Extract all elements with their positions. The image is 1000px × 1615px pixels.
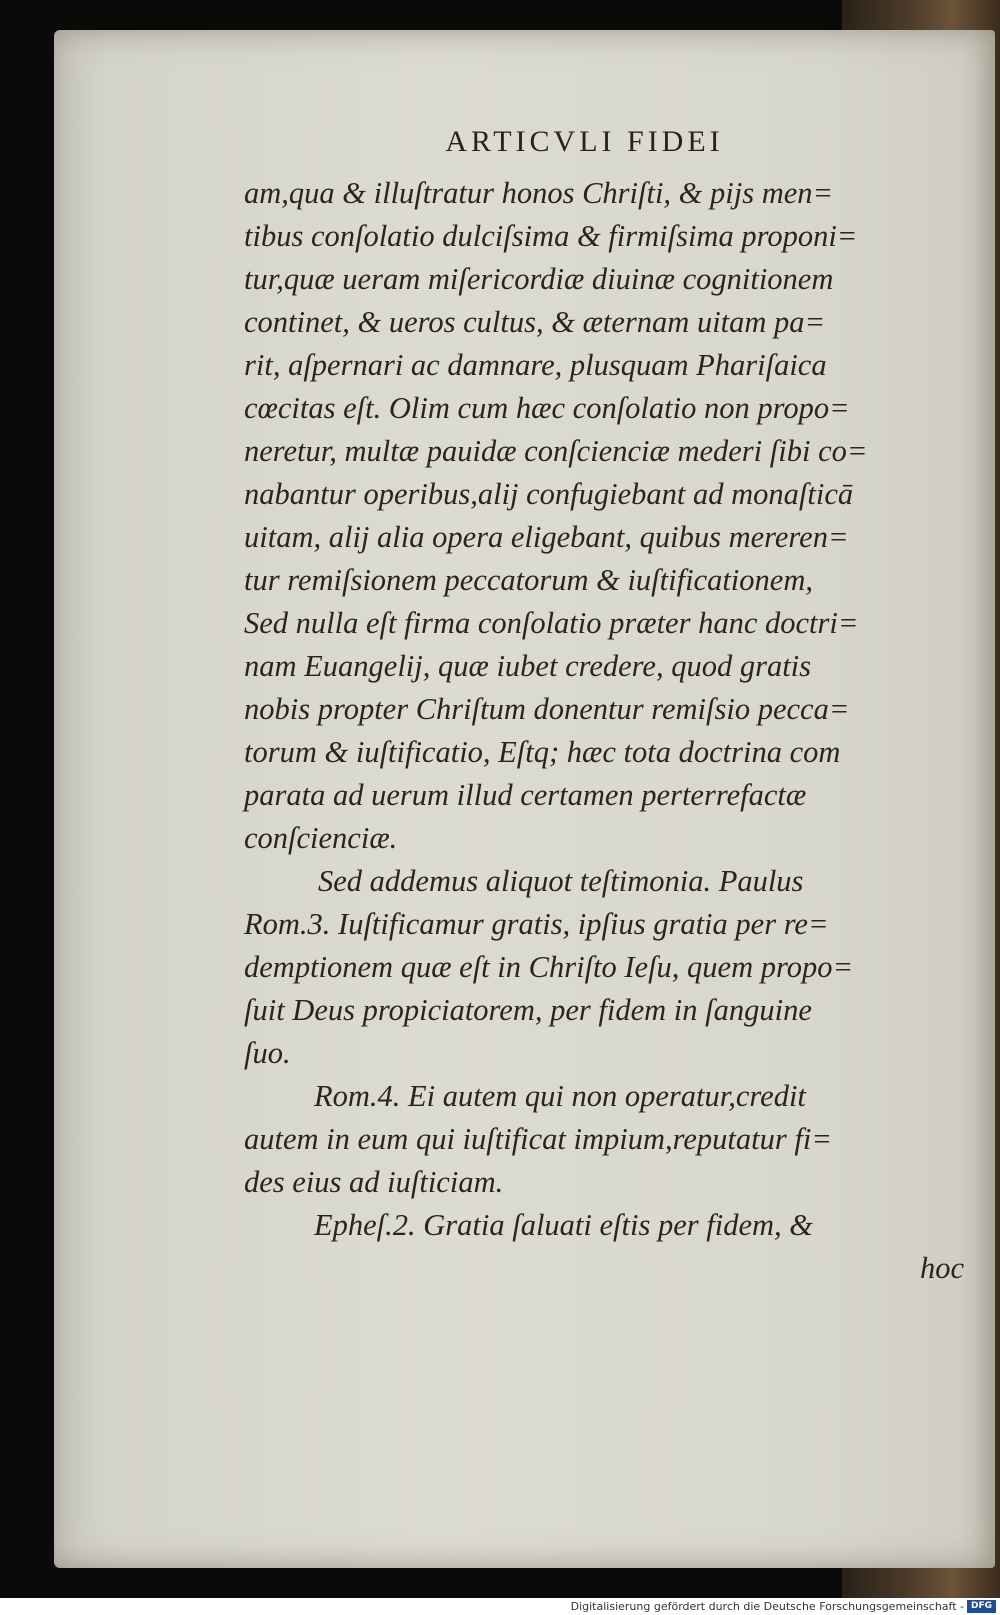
text-line: demptionem quæ eſt in Chriſto Ieſu, quem propo= — [244, 950, 854, 984]
text-line: rit, aſpernari ac damnare, plusquam Phariſaica — [244, 348, 827, 382]
text-line: tur remiſsionem peccatorum & iuſtificationem, — [244, 563, 813, 597]
text-line: ſuo. — [244, 1036, 291, 1070]
digitization-footer — [0, 1598, 1000, 1615]
text-line: nabantur operibus,alij confugiebant ad monaſticā — [244, 477, 854, 511]
text-line: Sed addemus aliquot teſtimonia. Paulus — [318, 864, 804, 898]
book-page — [54, 30, 995, 1568]
text-line: conſcienciæ. — [244, 821, 398, 855]
text-line: Epheſ.2. Gratia ſaluati eſtis per fidem, & — [314, 1208, 813, 1242]
page-text — [244, 172, 964, 1290]
text-line: Sed nulla eſt firma conſolatio præter hanc doctri= — [244, 606, 859, 640]
text-line: parata ad uerum illud certamen perterrefactæ — [244, 778, 807, 812]
text-line: tibus conſolatio dulciſsima & firmiſsima proponi= — [244, 219, 858, 253]
text-line: torum & iuſtificatio, Eſtq; hæc tota doctrina com — [244, 735, 841, 769]
catchword: hoc — [919, 1251, 964, 1285]
text-line: continet, & ueros cultus, & æternam uitam pa= — [244, 305, 826, 339]
text-line: autem in eum qui iuſtificat impium,reputatur fi= — [244, 1122, 832, 1156]
text-line: am,qua & illuſtratur honos Chriſti, & pijs men= — [244, 176, 834, 210]
text-line: cœcitas eſt. Olim cum hæc conſolatio non propo= — [244, 391, 850, 425]
funding-credit: Digitalisierung gefördert durch die Deutsche Forschungsgemeinschaft - — [570, 1600, 964, 1613]
text-line: Rom.3. Iuſtificamur gratis, ipſius gratia per re= — [244, 907, 829, 941]
text-line: uitam, alij alia opera eligebant, quibus mereren= — [244, 520, 849, 554]
text-line: nam Euangelij, quæ iubet credere, quod gratis — [244, 649, 812, 683]
text-line: Rom.4. Ei autem qui non operatur,credit — [314, 1079, 806, 1113]
text-line: nobis propter Chriſtum donentur remiſsio pecca= — [244, 692, 850, 726]
text-line: neretur, multæ pauidæ conſcienciæ mederi ſibi co= — [244, 434, 868, 468]
text-line: tur,quæ ueram miſericordiæ diuinæ cognitionem — [244, 262, 834, 296]
text-line: ſuit Deus propiciatorem, per fidem in ſanguine — [244, 993, 812, 1027]
text-line: des eius ad iuſticiam. — [244, 1165, 504, 1199]
dfg-logo: DFG — [967, 1600, 996, 1613]
running-title: ARTICVLI FIDEI — [445, 125, 724, 158]
